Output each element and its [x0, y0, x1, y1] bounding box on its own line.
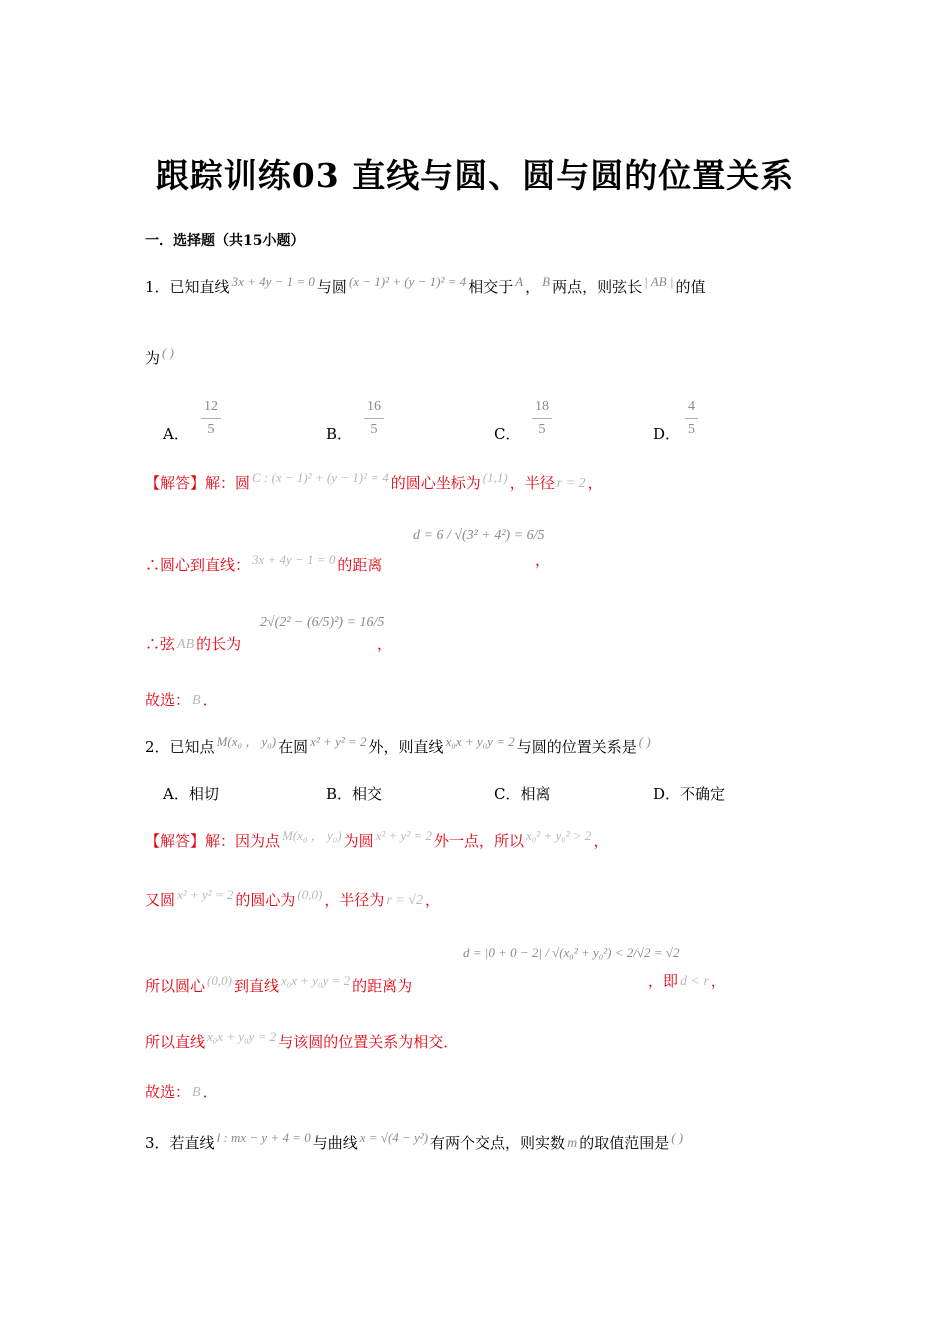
denominator: 5 — [688, 422, 695, 437]
q2-answer — [145, 1082, 218, 1103]
q2-option-a: A．相切 — [163, 785, 219, 803]
q2-solution-line3 — [145, 971, 412, 996]
solution-chord: AB — [177, 637, 195, 652]
solution-text: ，半径为 — [324, 891, 385, 909]
q3-number: 3． — [145, 1134, 170, 1152]
option-label: C． — [494, 425, 521, 443]
solution-line-equation: x₀x + y₀y = 2 — [280, 973, 351, 988]
q2-answer-blank: ( ) — [638, 734, 651, 749]
q1-solution-line2 — [145, 550, 382, 575]
q3-answer-blank: ( ) — [671, 1130, 684, 1145]
option-fraction — [683, 396, 700, 441]
q2-option-d: D．不确定 — [653, 785, 726, 803]
q2-line-equation: x₀x + y₀y = 2 — [445, 734, 515, 749]
solution-text: 的长为 — [196, 635, 242, 653]
solution-text: 与该圆的位置关系为相交． — [278, 1033, 459, 1051]
q3-line-equation: l : mx − y + 4 = 0 — [216, 1130, 311, 1145]
solution-text: ，半径 — [509, 474, 555, 492]
solution-text: ， — [593, 832, 609, 850]
solution-text: ， — [424, 891, 440, 909]
q3-text: 若直线 — [169, 1134, 215, 1152]
q1-stem-line1 — [145, 272, 705, 297]
q1-text: 两点，则弦长 — [552, 278, 643, 296]
answer-choice: B — [192, 1085, 201, 1100]
option-label: D． — [653, 425, 681, 443]
q2-solution-line2 — [145, 885, 440, 911]
q2-point: M(x₀ ， y₀) — [216, 734, 277, 749]
answer-text: ． — [202, 691, 218, 709]
solution-text: ∴圆心到直线： — [145, 556, 251, 574]
q1-point-a: A — [515, 274, 524, 289]
numerator: 18 — [532, 396, 552, 419]
denominator: 5 — [207, 422, 215, 437]
q1-answer — [145, 690, 218, 711]
solution-text: 【解答】解：因为点 — [145, 832, 281, 850]
answer-text: ． — [202, 1083, 218, 1101]
solution-inequality: x₀² + y₀² > 2 — [526, 828, 592, 843]
q1-line-equation: 3x + 4y − 1 = 0 — [231, 274, 315, 289]
q1-distance-formula: d = 6 / √(3² + 4²) = 6/5 — [413, 528, 545, 543]
solution-text: 又圆 — [145, 891, 176, 909]
numerator: 4 — [685, 396, 698, 419]
q3-parameter-m: m — [567, 1136, 578, 1151]
q2-text: 外，则直线 — [368, 738, 444, 756]
q2-option-c: C．相离 — [494, 785, 551, 803]
q1-text: 已知直线 — [169, 278, 230, 296]
solution-point: M(x₀ ， y₀) — [282, 828, 342, 843]
solution-center: (0,0) — [207, 973, 232, 988]
q2-distance-formula: d = |0 + 0 − 2| / √(x₀² + y₀²) < 2/√2 = √2 — [463, 945, 680, 960]
q1-text: 的值 — [675, 278, 706, 296]
denominator: 5 — [538, 422, 546, 437]
q2-text: 在圆 — [278, 738, 309, 756]
page-title: 跟踪训练03 直线与圆、圆与圆的位置关系 — [155, 156, 795, 195]
q3-text: 有两个交点，则实数 — [430, 1134, 566, 1152]
q2-stem — [145, 732, 653, 757]
q2-solution-line1 — [145, 826, 608, 851]
q1-chord-ab: | AB | — [644, 274, 674, 289]
solution-text: ， — [587, 474, 603, 492]
solution-text: 的距离 — [337, 556, 383, 574]
solution-text: 到直线 — [233, 977, 279, 995]
solution-text: 所以直线 — [145, 1033, 206, 1051]
answer-text: 故选： — [145, 691, 191, 709]
solution-inequality: d < r — [680, 974, 709, 989]
q2-text: 与圆的位置关系是 — [516, 738, 637, 756]
solution-text: 的距离为 — [352, 977, 413, 995]
option-label: A． — [163, 425, 189, 443]
numerator: 12 — [201, 396, 221, 419]
section-heading: 一．选择题（共15小题） — [145, 233, 305, 249]
q1-text: 为 — [145, 349, 161, 367]
q2-option-b: B．相交 — [326, 785, 383, 803]
option-fraction — [530, 396, 554, 441]
solution-text: 的圆心为 — [235, 891, 296, 909]
q2-text: 已知点 — [169, 738, 215, 756]
q3-stem — [145, 1128, 685, 1154]
solution-text: 的圆心坐标为 — [390, 474, 481, 492]
solution-radius: r = √2 — [386, 893, 423, 908]
numerator: 16 — [364, 396, 384, 419]
q1-stem-line2 — [145, 343, 176, 368]
denominator: 5 — [370, 422, 378, 437]
q1-answer-blank: ( ) — [162, 345, 174, 360]
q2-solution-line4 — [145, 1027, 458, 1052]
q3-curve-equation: x = √(4 − y²) — [359, 1130, 429, 1145]
solution-text: 【解答】解：圆 — [145, 474, 251, 492]
solution-line-equation: x₀x + y₀y = 2 — [207, 1029, 277, 1044]
solution-text: ∴弦 — [145, 635, 176, 653]
solution-circle-equation: x² + y² = 2 — [177, 887, 234, 902]
q1-solution-line2-end: ， — [535, 551, 551, 569]
option-fraction — [199, 396, 223, 441]
solution-circle-equation: C : (x − 1)² + (y − 1)² = 4 — [252, 470, 389, 485]
solution-circle-equation: x² + y² = 2 — [375, 828, 432, 843]
q1-text: 相交于 — [468, 278, 514, 296]
solution-line-equation: 3x + 4y − 1 = 0 — [252, 552, 336, 567]
solution-text: ，即 — [648, 972, 679, 990]
answer-choice: B — [192, 693, 201, 708]
solution-text: ， — [710, 972, 726, 990]
q1-text: 与圆 — [316, 278, 347, 296]
option-fraction — [362, 396, 386, 441]
answer-text: 故选： — [145, 1083, 191, 1101]
solution-text: 外一点，所以 — [434, 832, 525, 850]
q3-text: 与曲线 — [312, 1134, 358, 1152]
q1-text: ， — [525, 278, 541, 296]
q1-solution-line3 — [145, 634, 241, 655]
q1-solution-line1 — [145, 468, 603, 494]
q2-solution-line3-end — [648, 971, 726, 992]
q1-point-b: B — [542, 274, 551, 289]
q1-solution-line3-end: ， — [377, 635, 393, 653]
q1-number: 1． — [145, 278, 170, 296]
q1-circle-equation: (x − 1)² + (y − 1)² = 4 — [348, 274, 467, 289]
solution-text: 所以圆心 — [145, 977, 206, 995]
q3-text: 的取值范围是 — [579, 1134, 670, 1152]
solution-center: (1,1) — [482, 470, 508, 485]
solution-radius: r = 2 — [556, 476, 586, 491]
q2-circle-equation: x² + y² = 2 — [310, 734, 367, 749]
option-label: B． — [326, 425, 353, 443]
q1-chord-formula: 2√(2² − (6/5)²) = 16/5 — [260, 615, 385, 630]
solution-text: 为圆 — [343, 832, 374, 850]
q2-number: 2． — [145, 738, 170, 756]
solution-center: (0,0) — [297, 887, 323, 902]
